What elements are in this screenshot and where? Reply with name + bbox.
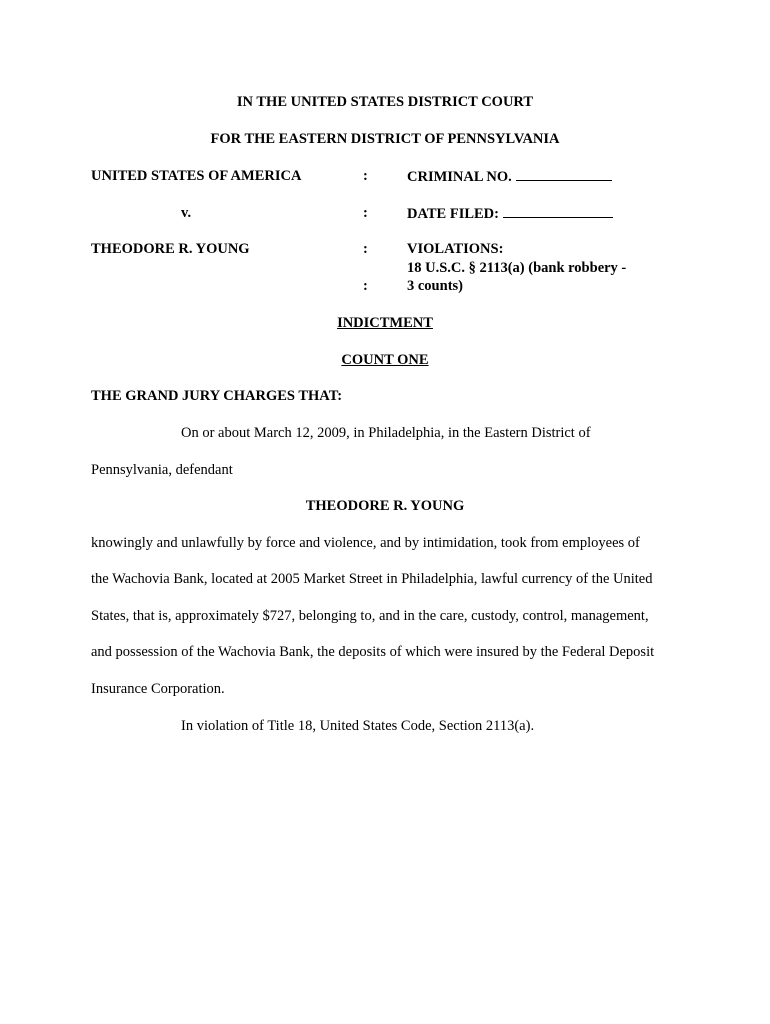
- criminal-number-field: [407, 168, 612, 186]
- caption-versus: v.: [181, 205, 192, 221]
- violations-label: VIOLATIONS:: [407, 241, 504, 257]
- body-para2-line1: knowingly and unlawfully by force and violence, and by intimidation, took from employees of: [91, 535, 640, 551]
- date-filed-field: [407, 205, 613, 223]
- count-title: COUNT ONE: [341, 352, 429, 368]
- body-para2-line2: the Wachovia Bank, located at 2005 Market Street in Philadelphia, lawful currency of the United: [91, 571, 653, 587]
- violations-line2: 3 counts): [407, 278, 463, 294]
- body-para2-line4: and possession of the Wachovia Bank, the deposits of which were insured by the Federal Deposit: [91, 644, 655, 660]
- caption-colon-3: :: [363, 241, 368, 257]
- date-filed-blank: [503, 205, 613, 218]
- court-header-line2: FOR THE EASTERN DISTRICT OF PENNSYLVANIA: [210, 131, 560, 147]
- caption-defendant: THEODORE R. YOUNG: [91, 241, 250, 257]
- caption-plaintiff: UNITED STATES OF AMERICA: [91, 168, 302, 184]
- violations-line1: 18 U.S.C. § 2113(a) (bank robbery -: [407, 260, 627, 276]
- criminal-number-label: CRIMINAL NO.: [407, 169, 512, 185]
- document-title: INDICTMENT: [337, 315, 433, 331]
- date-filed-label: DATE FILED:: [407, 206, 499, 222]
- violation-statement: In violation of Title 18, United States Code, Section 2113(a).: [181, 718, 535, 734]
- body-para1-line2: Pennsylvania, defendant: [91, 462, 233, 478]
- court-header-line1: IN THE UNITED STATES DISTRICT COURT: [236, 94, 534, 110]
- body-para1-line1: On or about March 12, 2009, in Philadelphia, in the Eastern District of: [181, 425, 591, 441]
- caption-colon-2: :: [363, 205, 368, 221]
- body-para2-line3: States, that is, approximately $727, belonging to, and in the care, custody, control, management,: [91, 608, 649, 624]
- caption-colon-4: :: [363, 278, 368, 294]
- charge-intro: THE GRAND JURY CHARGES THAT:: [91, 388, 343, 404]
- caption-colon-1: :: [363, 168, 368, 184]
- defendant-name: THEODORE R. YOUNG: [305, 498, 465, 514]
- body-para2-line5: Insurance Corporation.: [91, 681, 225, 697]
- criminal-number-blank: [516, 168, 612, 181]
